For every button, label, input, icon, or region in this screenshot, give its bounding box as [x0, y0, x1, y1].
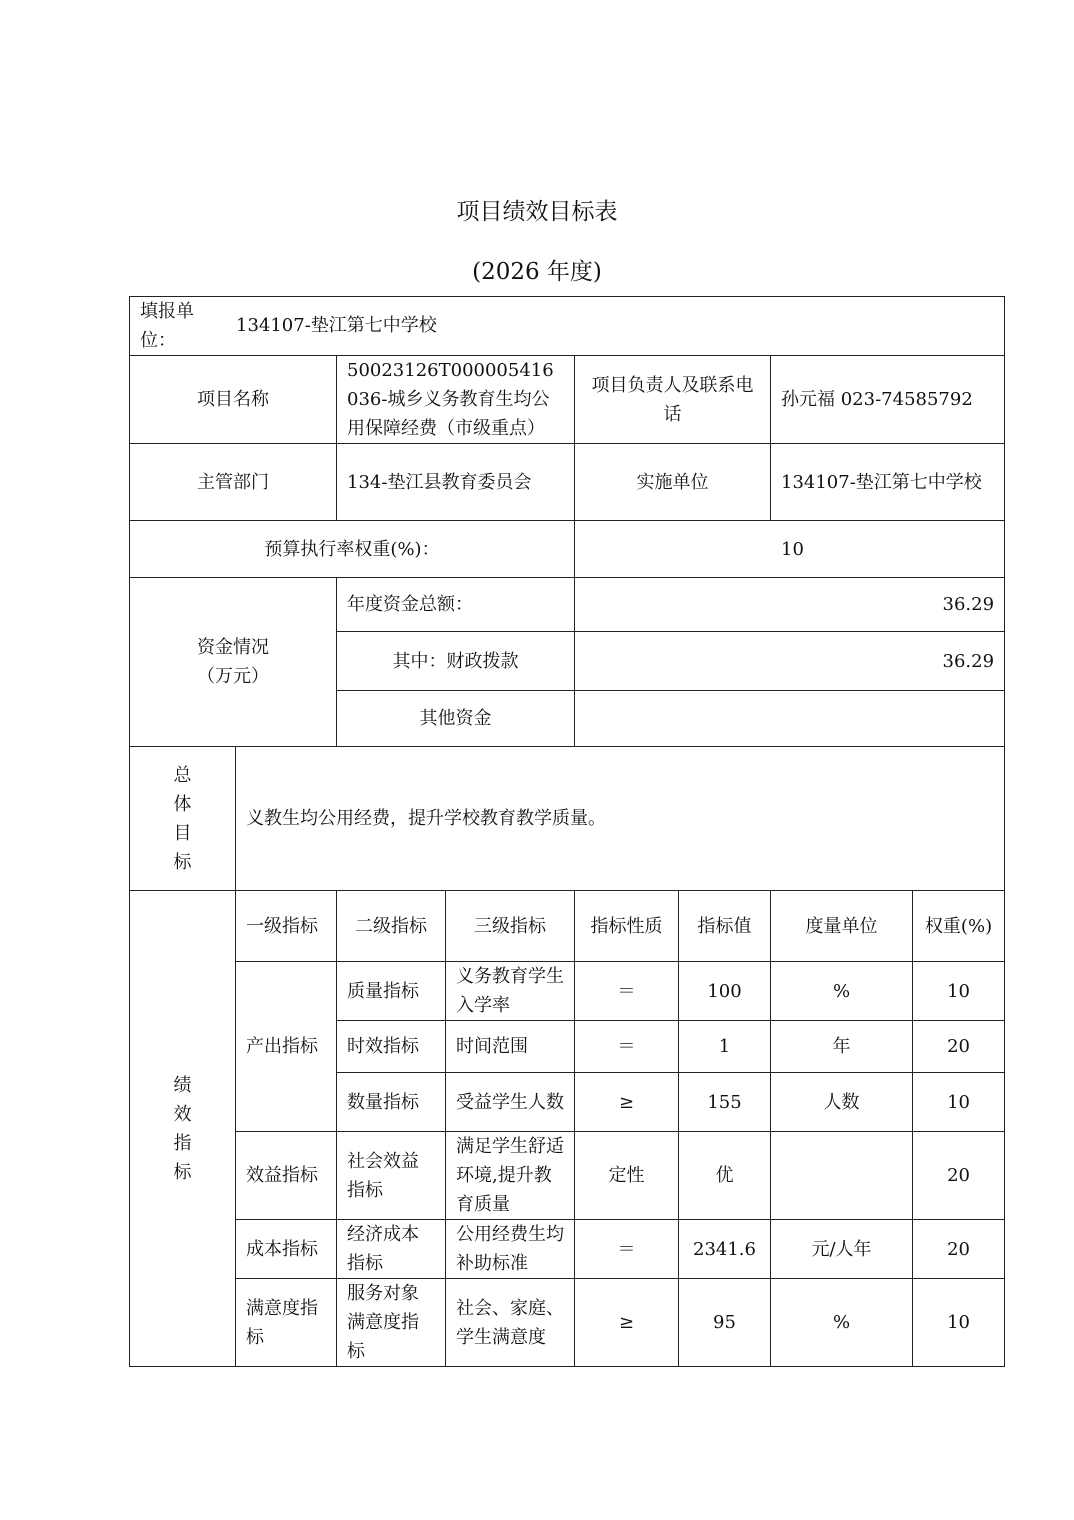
overall-goal-char: 体 — [173, 793, 192, 815]
project-name-value: 50023126T000005416036-城乡义务教育生均公用保障经费（市级重点） — [337, 356, 575, 444]
row-level2: 时效指标 — [337, 1021, 446, 1073]
row-level2: 社会效益指标 — [337, 1132, 446, 1220]
row-value: 优 — [679, 1132, 771, 1220]
table-row — [130, 1220, 1005, 1279]
indicators-char: 标 — [173, 1161, 192, 1183]
row-level3: 义务教育学生入学率 — [446, 962, 575, 1021]
row-unit: 元/人年 — [771, 1220, 913, 1279]
impl-unit-label: 实施单位 — [575, 444, 771, 521]
row-nature: ＝ — [575, 1021, 679, 1073]
row-level3: 满足学生舒适环境,提升教育质量 — [446, 1132, 575, 1220]
level1-output: 产出指标 — [236, 962, 337, 1132]
row-unit — [771, 1132, 913, 1220]
row-value: 155 — [679, 1073, 771, 1132]
table-row — [130, 1132, 1005, 1220]
project-row — [130, 356, 1005, 444]
level1-cost: 成本指标 — [236, 1220, 337, 1279]
funds-label — [130, 578, 337, 747]
page-title: 项目绩效目标表 — [456, 199, 618, 225]
row-unit: % — [771, 1279, 913, 1367]
table-row — [130, 1279, 1005, 1367]
indicators-char: 绩 — [173, 1074, 192, 1096]
overall-goal-row — [130, 747, 1005, 891]
row-value: 100 — [679, 962, 771, 1021]
level1-satisfaction: 满意度指标 — [236, 1279, 337, 1367]
funds-other-label: 其他资金 — [337, 691, 575, 747]
row-nature: ＝ — [575, 1220, 679, 1279]
budget-rate-value: 10 — [575, 521, 1005, 578]
level1-benefit: 效益指标 — [236, 1132, 337, 1220]
header-level3: 三级指标 — [446, 891, 575, 962]
department-row — [130, 444, 1005, 521]
header-level2: 二级指标 — [337, 891, 446, 962]
row-weight: 10 — [913, 1279, 1005, 1367]
row-value: 1 — [679, 1021, 771, 1073]
header-weight: 权重(%) — [913, 891, 1005, 962]
funds-label-line2: （万元） — [197, 666, 269, 687]
header-level1: 一级指标 — [236, 891, 337, 962]
project-name-label: 项目名称 — [130, 356, 337, 444]
row-nature: 定性 — [575, 1132, 679, 1220]
indicator-header-row — [130, 891, 1005, 962]
row-level3: 公用经费生均补助标准 — [446, 1220, 575, 1279]
row-nature: ≥ — [575, 1073, 679, 1132]
row-weight: 20 — [913, 1220, 1005, 1279]
funds-total-label: 年度资金总额： — [337, 578, 575, 632]
row-unit: 年 — [771, 1021, 913, 1073]
row-weight: 20 — [913, 1132, 1005, 1220]
row-unit: % — [771, 962, 913, 1021]
funds-fiscal-value: 36.29 — [575, 632, 1005, 691]
header-value: 指标值 — [679, 891, 771, 962]
impl-unit-value: 134107-垫江第七中学校 — [771, 444, 1005, 521]
row-level2: 质量指标 — [337, 962, 446, 1021]
performance-table — [129, 296, 1005, 1367]
overall-goal-text: 义教生均公用经费，提升学校教育教学质量。 — [236, 747, 1005, 891]
funds-total-row — [130, 578, 1005, 632]
row-level2: 服务对象满意度指标 — [337, 1279, 446, 1367]
indicators-char: 指 — [173, 1132, 192, 1154]
department-value: 134-垫江县教育委员会 — [337, 444, 575, 521]
row-level2: 数量指标 — [337, 1073, 446, 1132]
budget-rate-row — [130, 521, 1005, 578]
row-value: 2341.6 — [679, 1220, 771, 1279]
row-weight: 10 — [913, 962, 1005, 1021]
funds-label-line1: 资金情况 — [197, 637, 269, 658]
funds-total-value: 36.29 — [575, 578, 1005, 632]
row-level3: 社会、家庭、学生满意度 — [446, 1279, 575, 1367]
table-row — [130, 962, 1005, 1021]
row-unit: 人数 — [771, 1073, 913, 1132]
header-nature: 指标性质 — [575, 891, 679, 962]
indicators-label — [130, 891, 236, 1367]
row-weight: 20 — [913, 1021, 1005, 1073]
header-unit: 度量单位 — [771, 891, 913, 962]
row-level3: 受益学生人数 — [446, 1073, 575, 1132]
budget-rate-label: 预算执行率权重(%)： — [130, 521, 575, 578]
department-label: 主管部门 — [130, 444, 337, 521]
funds-fiscal-label: 其中：财政拨款 — [337, 632, 575, 691]
project-contact-value: 孙元福 023-74585792 — [771, 356, 1005, 444]
overall-goal-char: 总 — [173, 764, 192, 786]
row-level3: 时间范围 — [446, 1021, 575, 1073]
project-contact-label: 项目负责人及联系电话 — [575, 356, 771, 444]
overall-goal-char: 标 — [173, 851, 192, 873]
page-subtitle: (2026 年度) — [472, 259, 602, 285]
funds-other-value — [575, 691, 1005, 747]
unit-value: 134107-垫江第七中学校 — [236, 315, 437, 336]
overall-goal-label — [130, 747, 236, 891]
row-level2: 经济成本指标 — [337, 1220, 446, 1279]
unit-label: 填报单位： — [140, 301, 194, 351]
indicators-char: 效 — [173, 1103, 192, 1125]
row-weight: 10 — [913, 1073, 1005, 1132]
overall-goal-char: 目 — [173, 822, 192, 844]
row-value: 95 — [679, 1279, 771, 1367]
row-nature: ＝ — [575, 962, 679, 1021]
row-nature: ≥ — [575, 1279, 679, 1367]
unit-row — [130, 297, 1005, 356]
